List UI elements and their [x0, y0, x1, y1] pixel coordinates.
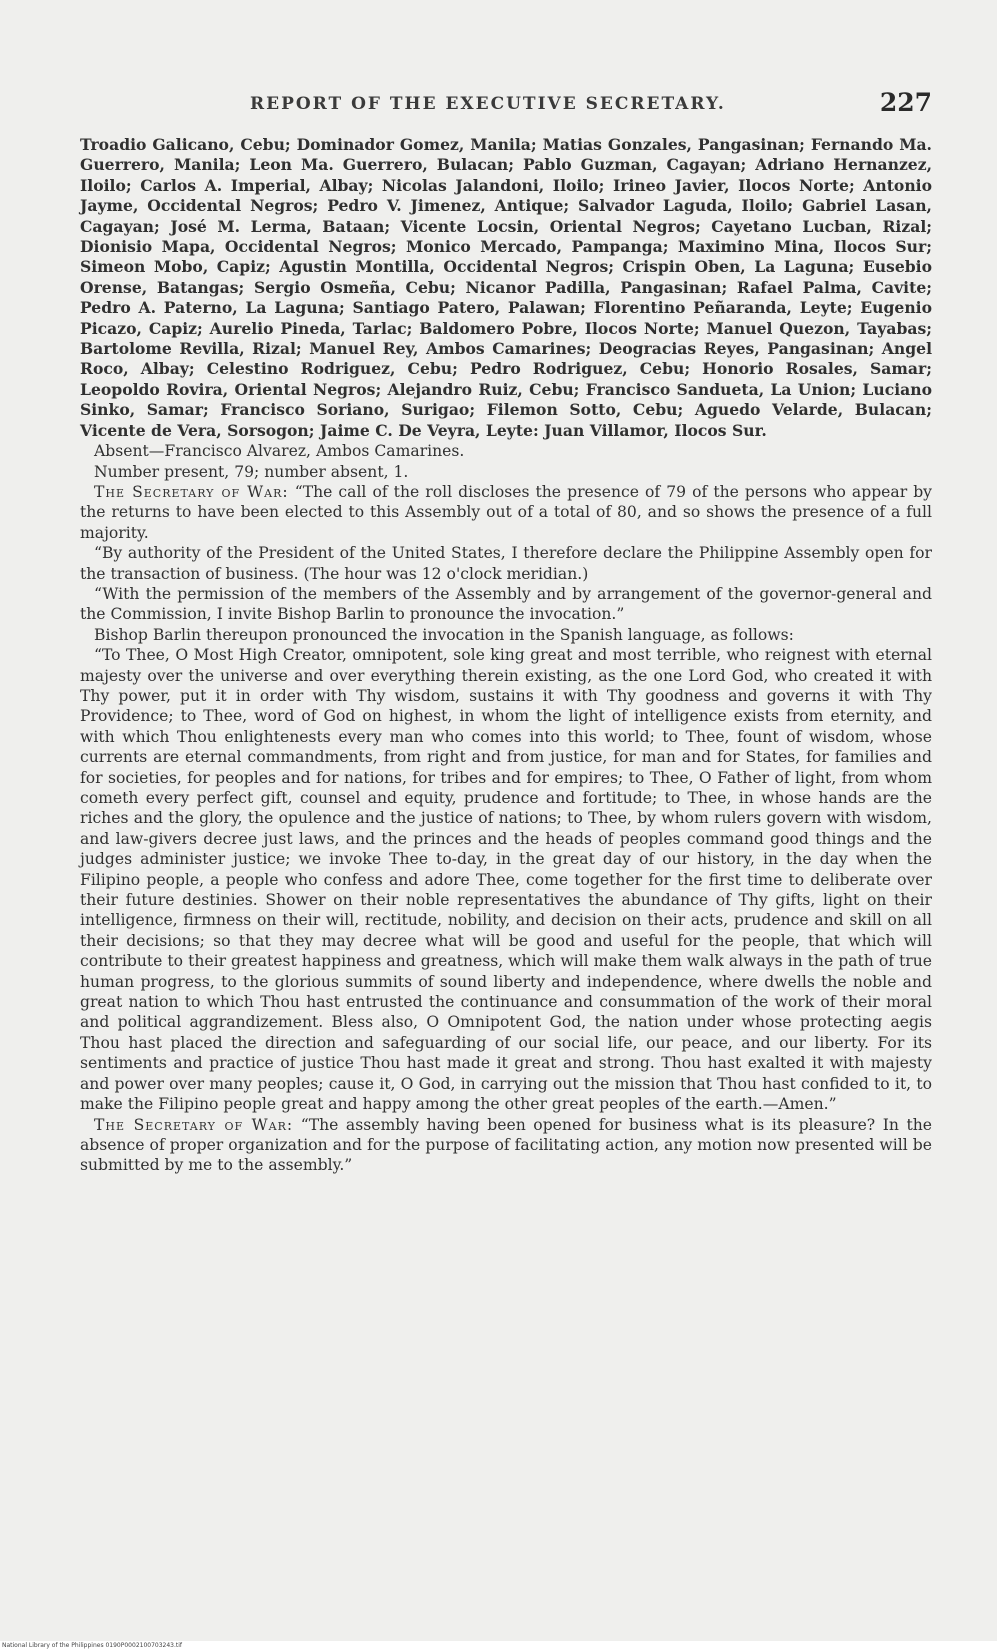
invocation-intro: Bishop Barlin thereupon pronounced the invocation in the Spanish language, as follows: — [94, 625, 794, 644]
declaration-paragraph: “By authority of the President of the United States, I therefore declare the Philippine Assembly open for the transaction of business. (The hour was 12 o'clock meridian.) — [80, 544, 932, 583]
count-line: Number present, 79; number absent, 1. — [94, 462, 409, 481]
speaker-label: The Secretary of War: — [94, 482, 289, 501]
page-number: 227 — [879, 88, 932, 117]
page-header — [80, 88, 932, 122]
statement-text: “The assembly having been opened for business what is its pleasure? In the absence of proper organization and for the purpose of facilitating action, any motion now presented will be submitted by me to the assembly.” — [80, 1115, 932, 1175]
page-body — [80, 135, 932, 1176]
invitation-paragraph: “With the permission of the members of the Assembly and by arrangement of the governor-general and the Commission, I invite Bishop Barlin to pronounce the invocation.” — [80, 584, 932, 624]
invocation-text: “To Thee, O Most High Creator, omnipotent, sole king great and most terrible, who reignest with eternal majesty over the universe and over everything therein existing, as the one Lord God, who created it with Thy power, put it in order with Thy wisdom, sustains it with Thy goodness and governs it with Thy Providence; to Thee, word of God on highest, in whom the light of intelligence exists from eternity, and with which Thou enlightenests every man who comes into this world; to Thee, fount of wisdom, whose currents are eternal commandments, from right and from justice, for man and for States, for families and for societies, for peoples and for nations, for tribes and for empires; to Thee, O Father of light, from whom cometh every perfect gift, counsel and equity, prudence and fortitude; to Thee, in whose hands are the riches and the glory, the opulence and the justice of nations; to Thee, by whom rulers govern with wisdom, and law-givers decree just laws, and the princes and the heads of peoples command good things and the judges administer justice; we invoke Thee to-day, in the great day of our history, in the day when the Filipino people, a people who confess and adore Thee, come together for the first time to deliberate over their future destinies. Shower on their noble representatives the abundance of Thy gifts, light on their intelligence, firmness on their will, rectitude, nobility, and decision on their acts, prudence and skill on all their decisions; so that they may decree what will be good and useful for the people, that which will contribute to their greatest happiness and greatness, which will make them walk always in the path of true human progress, to the glorious summits of sound liberty and independence, where dwells the noble and great nation to which Thou hast entrusted the continuance and consummation of the work of their moral and political aggrandizement. Bless also, O Omnipotent God, the nation under whose protecting aegis Thou hast placed the direction and safeguarding of our social life, our peace, and our liberty. For its sentiments and practice of justice Thou hast made it great and strong. Thou hast exalted it with majesty and power over many peoples; cause it, O God, in carrying out the mission that Thou hast confided to it, to make the Filipino people great and happy among the other great peoples of the earth.—Amen.” — [80, 646, 932, 1114]
absent-line: Absent—Francisco Alvarez, Ambos Camarines. — [94, 442, 465, 461]
scan-footer — [0, 1641, 997, 1652]
scan-footer-text: National Library of the Philippines 0190P0002100703243.tif — [2, 1642, 183, 1649]
secretary-closing-statement — [80, 1115, 932, 1176]
running-head: REPORT OF THE EXECUTIVE SECRETARY. — [250, 94, 726, 114]
speaker-label: The Secretary of War: — [94, 1115, 294, 1134]
secretary-statement — [80, 482, 932, 543]
statement-text: “The call of the roll discloses the presence of 79 of the persons who appear by the returns to have been elected to this Assembly out of a total of 80, and so shows the presence of a full majority. — [80, 482, 932, 542]
roll-call-list: Troadio Galicano, Cebu; Dominador Gomez, Manila; Matias Gonzales, Pangasinan; Fernando Ma. Guerrero, Manila; Leon Ma. Guerrero, Bulacan; Pablo Guzman, Cagayan; Adriano Hernanzez, Iloilo; Carlos A. Imperial, Albay; Nicolas Jalandoni, Iloilo; Irineo Javier, Ilocos Norte; Antonio Jayme, Occidental Negros; Pedro V. Jimenez, Antique; Salvador Laguda, Iloilo; Gabriel Lasan, Cagayan; José M. Lerma, Bataan; Vicente Locsin, Oriental Negros; Cayetano Lucban, Rizal; Dionisio Mapa, Occidental Negros; Monico Mercado, Pampanga; Maximino Mina, Ilocos Sur; Simeon Mobo, Capiz; Agustin Montilla, Occidental Negros; Crispin Oben, La Laguna; Eusebio Orense, Batangas; Sergio Osmeña, Cebu; Nicanor Padilla, Pangasinan; Rafael Palma, Cavite; Pedro A. Paterno, La Laguna; Santiago Patero, Palawan; Florentino Peñaranda, Leyte; Eugenio Picazo, Capiz; Aurelio Pineda, Tarlac; Baldomero Pobre, Ilocos Norte; Manuel Quezon, Tayabas; Bartolome Revilla, Rizal; Manuel Rey, Ambos Camarines; Deogracias Reyes, Pangasinan; Angel Roco, Albay; Celestino Rodriguez, Cebu; Pedro Rodriguez, Cebu; Honorio Rosales, Samar; Leopoldo Rovira, Oriental Negros; Alejandro Ruiz, Cebu; Francisco Sandueta, La Union; Luciano Sinko, Samar; Francisco Soriano, Surigao; Filemon Sotto, Cebu; Aguedo Velarde, Bulacan; Vicente de Vera, Sorsogon; Jaime C. De Veyra, Leyte: Juan Villamor, Ilocos Sur. — [80, 135, 932, 440]
